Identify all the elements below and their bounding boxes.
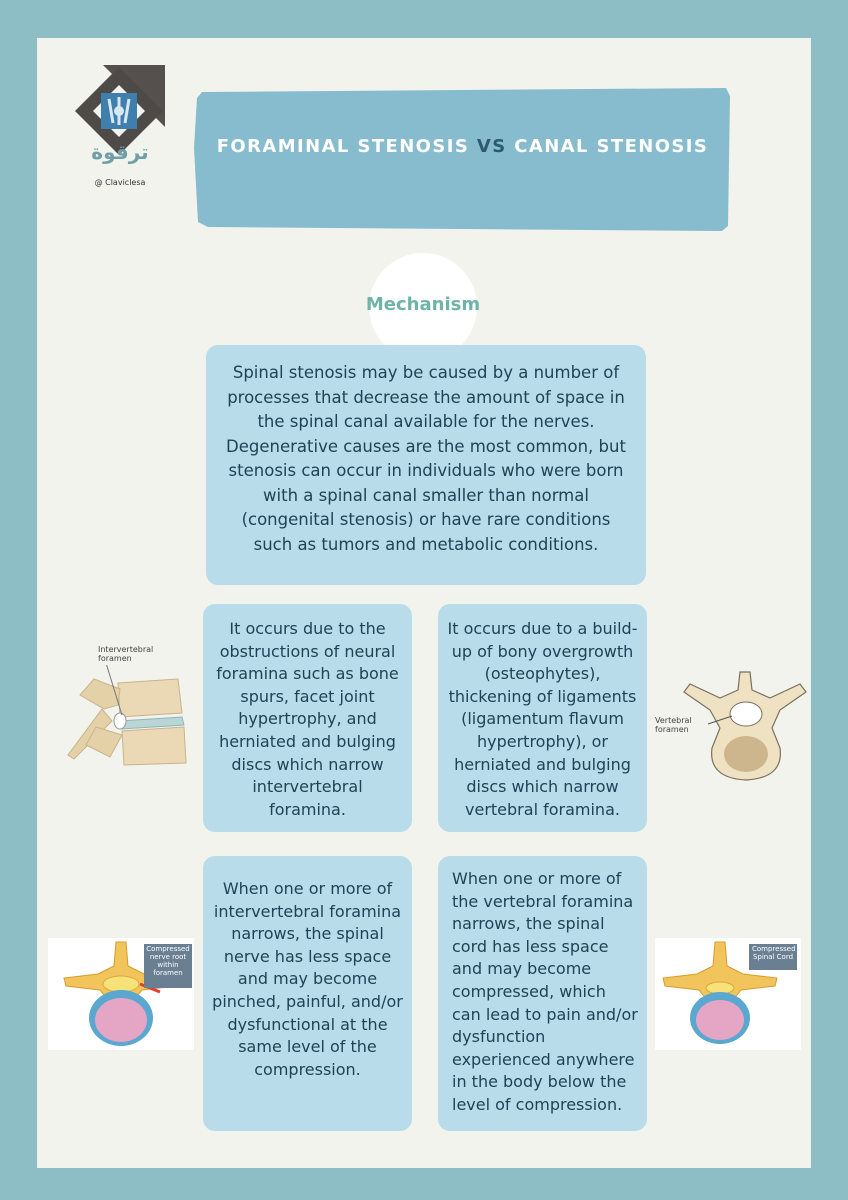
title-left: FORAMINAL STENOSIS [216,136,470,157]
mechanism-text: Spinal stenosis may be caused by a number of processes that decrease the amount of space in the spinal canal available for the nerves. Degenerative causes are the most common, but stenosis can occur in individuals who were born with a spinal canal smaller than normal (congenital stenosis) or have rare conditions such as tumors and metabolic conditions. [226,363,626,554]
mechanism-heading: Mechanism [365,294,481,315]
foraminal-effect-text: When one or more of intervertebral foramina narrows, the spinal nerve has less space and may become pinched, painful, and/or dysfunctional at the same level of the compression. [212,879,403,1079]
foraminal-cause-box [203,604,412,832]
intervertebral-foramen-label: Intervertebral foramen [98,645,154,663]
page-title [194,136,731,157]
banner-shape [194,88,731,231]
logo-arabic-name: ترقوة [91,140,149,164]
title-right: CANAL STENOSIS [514,136,709,157]
title-vs: VS [476,136,507,157]
canal-effect-box [438,856,647,1131]
compressed-spinal-cord-tag: Compressed Spinal Cord [752,945,796,961]
lateral-spine-illustration [60,665,190,770]
compressed-nerve-root-tag: Compressed nerve root within foramen [144,944,192,978]
canal-effect-text: When one or more of the vertebral foramina narrows, the spinal cord has less space and may become compressed, which can lead to pain and/or dysfunction experienced anywhere in the body below the level of compression. [452,869,638,1114]
canal-cause-box [438,604,647,832]
foraminal-effect-box [203,856,412,1131]
logo-handle: @ Claviclesa [94,178,146,187]
canal-cause-text: It occurs due to a build-up of bony overgrowth (osteophytes), thickening of ligaments (ligamentum flavum hypertrophy), or herniated and bulging discs which narrow vertebral foramina. [447,619,638,819]
foraminal-cause-text: It occurs due to the obstructions of neural foramina such as bone spurs, facet joint hypertrophy, and herniated and bulging discs which narrow intervertebral foramina. [216,619,399,819]
vertebral-foramen-label: Vertebral foramen [655,716,692,734]
mechanism-box [206,345,646,585]
title-banner [194,88,731,231]
